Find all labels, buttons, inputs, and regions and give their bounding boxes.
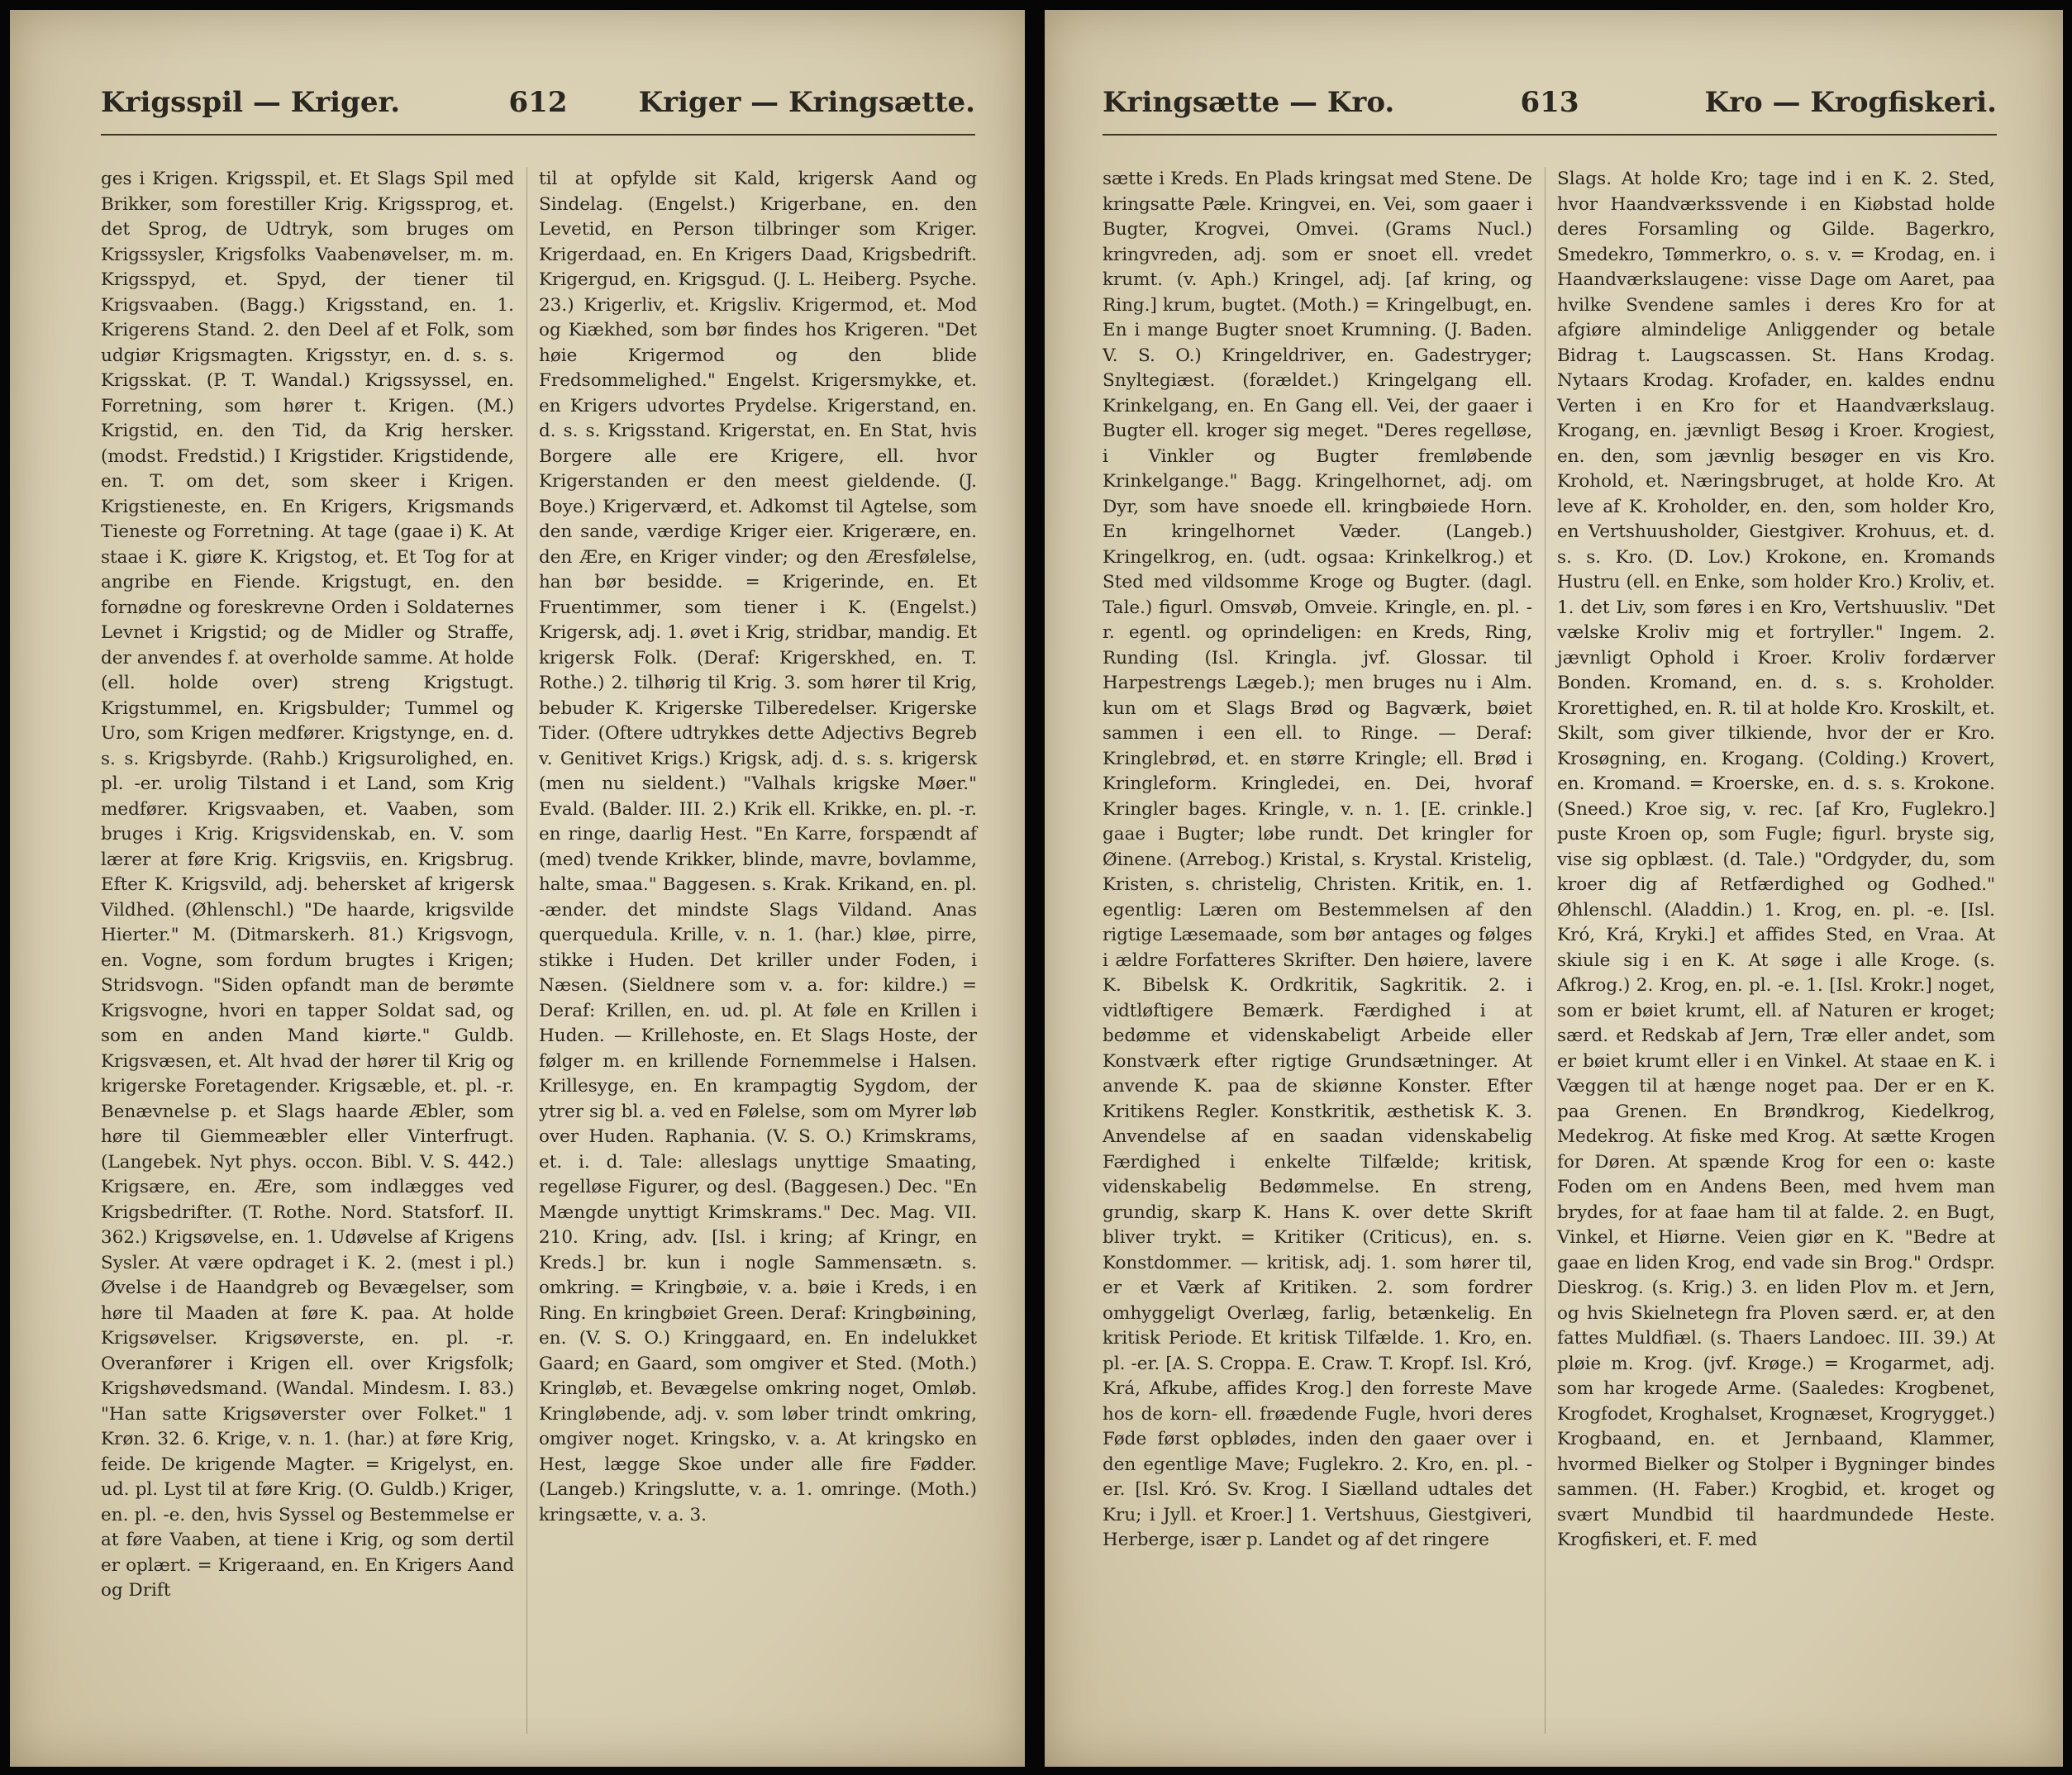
text-column-right (539, 167, 977, 1734)
column-divider (1545, 167, 1546, 1734)
page-header (101, 86, 975, 136)
header-rule (101, 134, 975, 136)
column-divider (526, 167, 527, 1734)
column-text: Slags. At holde Kro; tage ind i en K. 2. Sted, hvor Haandværkssvende i en Kiøbstad holde deres Forsamling og Gilde. Bagerkro, Smedekro, Tømmerkro, o. s. v. = Krodag, en. i Haandværkslaugene: visse Dage om Aaret, paa hvilke Svendene samles i deres Kro for at afgiøre almindelige Anliggender og betale Bidrag t. Laugscassen. St. Hans Krodag. Nytaars Krodag. Krofader, en. kaldes endnu Verten i en Kro for et Haandværkslaug. Krogang, en. jævnligt Besøg i Kroer. Krogiest, en. den, som jævnlig besøger en vis Kro. Krohold, et. Næringsbruget, at holde Kro. At leve af K. Kroholder, en. den, som holder Kro, en Vertshuusholder, Giestgiver. Krohuus, et. d. s. s. Kro. (D. Lov.) Krokone, en. Kromands Hustru (ell. en Enke, som holder Kro.) Kroliv, et. 1. det Liv, som føres i en Kro, Vertshuusliv. "Det vælske Kroliv mig et fortryller." Ingem. 2. jævnligt Ophold i Kroer. Kroliv fordærver Bonden. Kromand, en. d. s. s. Kroholder. Krorettighed, en. R. til at holde Kro. Kroskilt, et. Skilt, som giver tilkiende, hvor der er Kro. Krosøgning, en. Krogang. (Colding.) Krovert, en. Kromand. = Kroerske, en. d. s. s. Krokone. (Sneed.) Kroe sig, v. rec. [af Kro, Fuglekro.] puste Kroen op, som Fugle; figurl. bryste sig, vise sig opblæst. (d. Tale.) "Ordgyder, du, som kroer dig af Retfærdighed og Godhed." Øhlenschl. (Aladdin.) 1. Krog, en. pl. -e. [Isl. Kró, Krá, Kryki.] et affides Sted, en Vraa. At skiule sig i en K. At søge i alle Kroge. (s. Afkrog.) 2. Krog, en. pl. -e. 1. [Isl. Krokr.] noget, som er bøiet krumt, ell. af Naturen er kroget; særd. et Redskab af Jern, Træ eller andet, som er bøiet krumt eller i en Vinkel. At staae en K. i Væggen til at hænge noget paa. Der er en K. paa Grenen. En Brøndkrog, Kiedelkrog, Medekrog. At fiske med Krog. At sætte Krogen for Døren. At spænde Krog for een o: kaste Foden om en Andens Been, med hvem man brydes, for at faae ham til at falde. 2. en Bugt, Vinkel, et Hiørne. Veien giør en K. "Bedre at gaae en liden Krog, end vade sin Brog." Ordspr. Dieskrog. (s. Krig.) 3. en liden Plov m. et Jern, og hvis Skielnetegn fra Ploven særd. er, at den fattes Muldfiæl. (s. Thaers Landoec. III. 39.) At pløie m. Krog. (jvf. Krøge.) = Krogarmet, adj. som har krogede Arme. (Saaledes: Krogbenet, Krogfodet, Kroghalset, Krognæset, Krogrygget.) Krogbaand, en. et Jernbaand, Klammer, hvormed Bielker og Stolper i Bygninger bindes sammen. (H. Faber.) Krogbid, et. kroget og svært Mundbid til haardmundede Heste. Krogfiskeri, et. F. med (1557, 169, 1995, 1550)
column-text: til at opfylde sit Kald, krigersk Aand og Sindelag. (Engelst.) Krigerbane, en. den Levetid, en Person tilbringer som Kriger. Krigerdaad, en. En Krigers Daad, Krigsbedrift. Krigergud, en. Krigsgud. (J. L. Heiberg. Psyche. 23.) Krigerliv, et. Krigsliv. Krigermod, et. Mod og Kiækhed, som bør findes hos Krigeren. "Det høie Krigermod og den blide Fredsommelighed." Engelst. Krigersmykke, et. en Krigers udvortes Prydelse. Krigerstand, en. d. s. s. Krigsstand. Krigerstat, en. En Stat, hvis Borgere alle ere Krigere, ell. hvor Krigerstanden er den meest gieldende. (J. Boye.) Krigerværd, et. Adkomst til Agtelse, som den sande, værdige Kriger eier. Krigerære, en. den Ære, en Kriger vinder; og den Æresfølelse, han bør besidde. = Krigerinde, en. Et Fruentimmer, som tiener i K. (Engelst.) Krigersk, adj. 1. øvet i Krig, stridbar, mandig. Et krigersk Folk. (Deraf: Krigerskhed, en. T. Rothe.) 2. tilhørig til Krig. 3. som hører til Krig, bebuder K. Krigerske Tilberedelser. Krigerske Tider. (Oftere udtrykkes dette Adjectivs Begreb v. Genitivet Krigs.) Krigsk, adj. d. s. s. krigersk (men nu sieldent.) "Valhals krigske Møer." Evald. (Balder. III. 2.) Krik ell. Krikke, en. pl. -r. en ringe, daarlig Hest. "En Karre, forspændt af (med) tvende Krikker, blinde, mavre, bovlamme, halte, smaa." Baggesen. s. Krak. Krikand, en. pl. -ænder. det mindste Slags Vildand. Anas querquedula. Krille, v. n. 1. (har.) kløe, pirre, stikke i Huden. Det kriller under Foden, i Næsen. (Sieldnere som v. a. for: kildre.) = Deraf: Krillen, en. ud. pl. At føle en Krillen i Huden. — Krillehoste, en. Et Slags Hoste, der følger m. en krillende Fornemmelse i Halsen. Krillesyge, en. En krampagtig Sygdom, der ytrer sig bl. a. ved en Følelse, som om Myrer løb over Huden. Raphania. (V. S. O.) Krimskrams, et. i. d. Tale: alleslags unyttige Smaating, regelløse Figurer, og desl. (Baggesen.) Dec. "En Mængde unyttigt Krimskrams." Dec. Mag. VII. 210. Kring, adv. [Isl. i kring; af Kringr, en Kreds.] br. kun i nogle Sammensætn. s. omkring. = Kringbøie, v. a. bøie i Kreds, i en Ring. En kringbøiet Green. Deraf: Kringbøining, en. (V. S. O.) Kringgaard, en. En indelukket Gaard; en Gaard, som omgiver et Sted. (Moth.) Kringløb, et. Bevægelse omkring noget, Omløb. Kringløbende, adj. v. som løber trindt omkring, omgiver noget. Kringsko, v. a. At kringsko en Hest, lægge Skoe under alle fire Fødder. (Langeb.) Kringslutte, v. a. 1. omringe. (Moth.) kringsætte, v. a. 3. (539, 169, 977, 1525)
right-page (1045, 10, 2063, 1767)
page-header (1103, 86, 1997, 136)
header-left-guideword: Kringsætte — Kro. (1103, 86, 1395, 119)
left-page (10, 10, 1025, 1767)
text-column-left (101, 167, 514, 1734)
header-right-guideword: Kro — Krogfiskeri. (1704, 86, 1997, 119)
header-left-guideword: Krigsspil — Kriger. (101, 86, 401, 119)
page-number: 612 (508, 86, 568, 119)
page-number: 613 (1520, 86, 1579, 119)
column-text: sætte i Kreds. En Plads kringsat med Stene. De kringsatte Pæle. Kringvei, en. Vei, som gaaer i Bugter, Krogvei, Omvei. (Grams Nucl.) kringvreden, adj. som er snoet ell. vredet krumt. (v. Aph.) Kringel, adj. [af kring, og Ring.] krum, bugtet. (Moth.) = Kringelbugt, en. En i mange Bugter snoet Krumning. (J. Baden. V. S. O.) Kringeldriver, en. Gadestryger; Snyltegiæst. (forældet.) Kringelgang ell. Krinkelgang, en. En Gang ell. Vei, der gaaer i Bugter ell. kroger sig meget. "Deres regelløse, i Vinkler og Bugter fremløbende Krinkelgange." Bagg. Kringelhornet, adj. om Dyr, som have snoede ell. kringbøiede Horn. En kringelhornet Væder. (Langeb.) Kringelkrog, en. (udt. ogsaa: Krinkelkrog.) et Sted med vildsomme Kroge og Bugter. (dagl. Tale.) figurl. Omsvøb, Omveie. Kringle, en. pl. -r. egentl. og oprindeligen: en Kreds, Ring, Runding (Isl. Kringla. jvf. Glossar. til Harpestrengs Lægeb.); men bruges nu i Alm. kun om et Slags Brød og Bagværk, bøiet sammen i een ell. to Ringe. — Deraf: Kringlebrød, et. en større Kringle; ell. Brød i Kringleform. Kringledei, en. Dei, hvoraf Kringler bages. Kringle, v. n. 1. [E. crinkle.] gaae i Bugter; løbe rundt. Det kringler for Øinene. (Arrebog.) Kristal, s. Krystal. Kristelig, Kristen, s. christelig, Christen. Kritik, en. 1. egentlig: Læren om Bestemmelsen af den rigtige Læsemaade, som bør antages og følges i ældre Forfatteres Skrifter. Den høiere, lavere K. Bibelsk K. Ordkritik, Sagkritik. 2. i vidtløftigere Bemærk. Færdighed i at bedømme et videnskabeligt Arbeide eller Konstværk efter rigtige Grundsætninger. At anvende K. paa de skiønne Konster. Efter Kritikens Regler. Konstkritik, æsthetisk K. 3. Anvendelse af en saadan videnskabelig Færdighed i enkelte Tilfælde; kritisk, videnskabelig Bedømmelse. En streng, grundig, skarp K. Hans K. over dette Skrift bliver trykt. = Kritiker (Criticus), en. s. Konstdommer. — kritisk, adj. 1. som hører til, er et Værk af Kritiken. 2. som fordrer omhyggeligt Overlæg, farlig, betænkelig. En kritisk Periode. Et kritisk Tilfælde. 1. Kro, en. pl. -er. [A. S. Croppa. E. Craw. T. Kropf. Isl. Kró, Krá, Afkube, affides Krog.] den forreste Mave hos de korn- ell. frøædende Fugle, hvori deres Føde først opblødes, inden den gaaer over i den egentlige Mave; Fuglekro. 2. Kro, en. pl. -er. [Isl. Kró. Sv. Krog. I Siælland udtales det Kru; i Jyll. et Kroer.] 1. Vertshuus, Giestgiveri, Herberge, især p. Landet og af det ringere (1103, 169, 1532, 1550)
header-right-guideword: Kriger — Kringsætte. (638, 86, 975, 119)
column-text: ges i Krigen. Krigsspil, et. Et Slags Spil med Brikker, som forestiller Krig. Krigssprog, et. det Sprog, de Udtryk, som bruges om Krigssysler, Krigsfolks Vaabenøvelser, m. m. Krigsspyd, et. Spyd, der tiener til Krigsvaaben. (Bagg.) Krigsstand, en. 1. Krigerens Stand. 2. den Deel af et Folk, som udgiør Krigsmagten. Krigsstyr, en. d. s. s. Krigsskat. (P. T. Wandal.) Krigssyssel, en. Forretning, som hører t. Krigen. (M.) Krigstid, en. den Tid, da Krig hersker. (modst. Fredstid.) I Krigstider. Krigstidende, en. T. om det, som skeer i Krigen. Krigstieneste, en. En Krigers, Krigsmands Tieneste og Forretning. At tage (gaae i) K. At staae i K. giøre K. Krigstog, et. Et Tog for at angribe en Fiende. Krigstugt, en. den fornødne og foreskrevne Orden i Soldaternes Levnet i Krigstid; og de Midler og Straffe, der anvendes f. at overholde samme. At holde (ell. holde over) streng Krigstugt. Krigstummel, en. Krigsbulder; Tummel og Uro, som Krigen medfører. Krigstynge, en. d. s. s. Krigsbyrde. (Rahb.) Krigsurolighed, en. pl. -er. urolig Tilstand i et Land, som Krig medfører. Krigsvaaben, et. Vaaben, som bruges i Krig. Krigsvidenskab, en. V. som lærer at føre Krig. Krigsviis, en. Krigsbrug. Efter K. Krigsvild, adj. behersket af krigersk Vildhed. (Øhlenschl.) "De haarde, krigsvilde Hierter." M. (Ditmarskerh. 81.) Krigsvogn, en. Vogne, som fordum brugtes i Krigen; Stridsvogn. "Siden opfandt man de berømte Krigsvogne, hvori en tapper Soldat sad, og som en anden Mand kiørte." Guldb. Krigsvæsen, et. Alt hvad der hører til Krig og krigerske Foretagender. Krigsæble, et. pl. -r. Benævnelse p. et Slags haarde Æbler, som høre til Giemmeæbler eller Vinterfrugt. (Langebek. Nyt phys. occon. Bibl. V. S. 442.) Krigsære, en. Ære, som indlægges ved Krigsbedrifter. (T. Rothe. Nord. Statsforf. II. 362.) Krigsøvelse, en. 1. Udøvelse af Krigens Sysler. At være opdraget i K. 2. (mest i pl.) Øvelse i de Haandgreb og Bevægelser, som høre til Maaden at føre K. paa. At holde Krigsøvelser. Krigsøverste, en. pl. -r. Overanfører i Krigen ell. over Krigsfolk; Krigshøvedsmand. (Wandal. Mindesm. I. 83.) "Han satte Krigsøverster over Folket." 1 Krøn. 32. 6. Krige, v. n. 1. (har.) at føre Krig, feide. De krigende Magter. = Krigelyst, en. ud. pl. Lyst til at føre Krig. (O. Guldb.) Kriger, en. pl. -e. den, hvis Syssel og Bestemmelse er at føre Vaaben, at tiene i Krig, og som dertil er oplært. = Krigeraand, en. En Krigers Aand og Drift (101, 169, 514, 1601)
text-column-left (1103, 167, 1532, 1734)
header-rule (1103, 134, 1997, 136)
text-column-right (1557, 167, 1995, 1734)
